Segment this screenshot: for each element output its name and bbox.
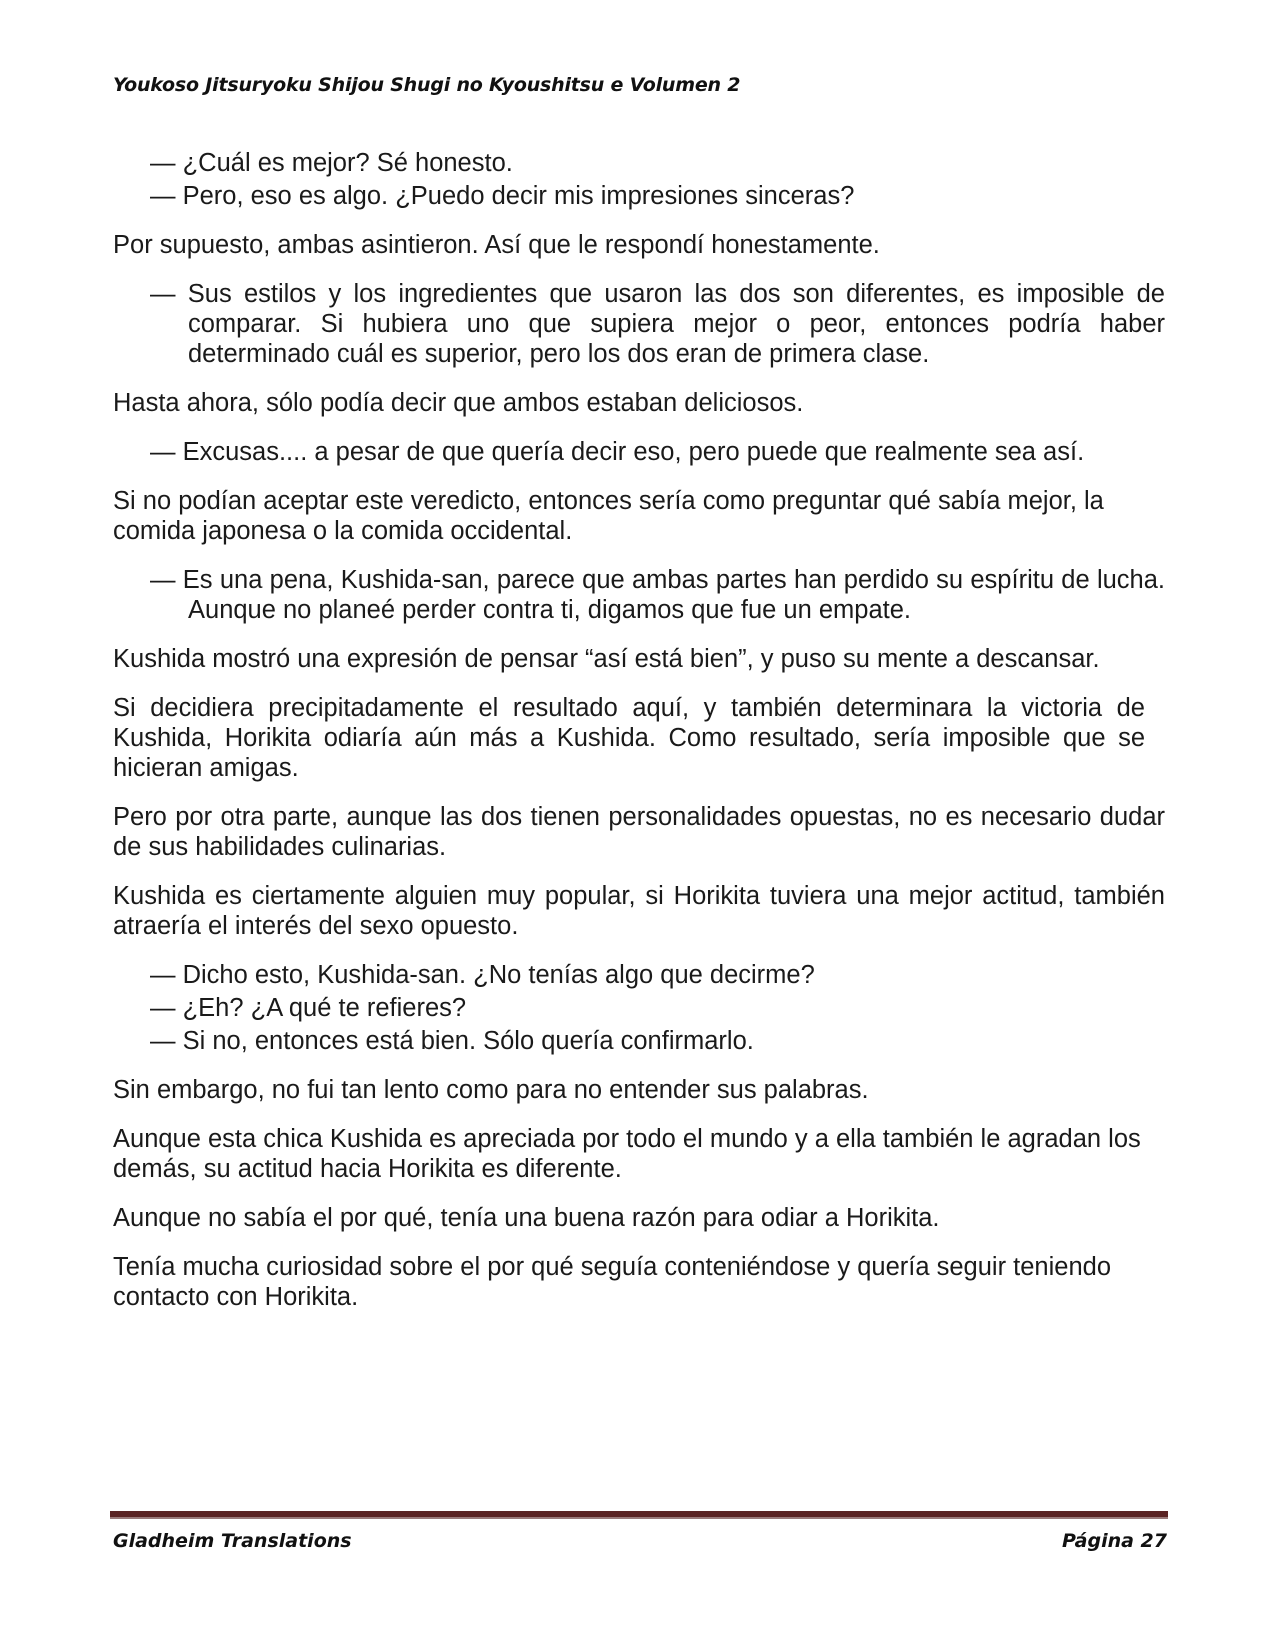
dialogue-group xyxy=(113,960,1165,1056)
dialogue-line: — ¿Cuál es mejor? Sé honesto. xyxy=(150,149,513,177)
paragraph: Aunque esta chica Kushida es apreciada por todo el mundo y a ella también le agradan los demás, su actitud hacia Horikita es diferente. xyxy=(113,1125,1141,1183)
paragraph: Sin embargo, no fui tan lento como para no entender sus palabras. xyxy=(113,1076,869,1104)
dialogue-line: — Es una pena, Kushida-san, parece que ambas partes han perdido su espíritu de lucha. Aunque no planeé perder contra ti, digamos que fue un empate. xyxy=(150,566,1165,624)
paragraph: Por supuesto, ambas asintieron. Así que le respondí honestamente. xyxy=(113,231,880,259)
dialogue-group xyxy=(113,565,1165,625)
paragraph: Tenía mucha curiosidad sobre el por qué seguía conteniéndose y quería seguir teniendo contacto con Horikita. xyxy=(113,1253,1111,1311)
paragraph: Si no podían aceptar este veredicto, entonces sería como preguntar qué sabía mejor, la comida japonesa o la comida occidental. xyxy=(113,487,1104,545)
dialogue-line: — Sus estilos y los ingredientes que usaron las dos son diferentes, es imposible de comparar. Si hubiera uno que supiera mejor o peor, entonces podría haber determinado cuál es superior, pero los dos eran de primera clase. xyxy=(150,280,1165,368)
paragraph: Kushida mostró una expresión de pensar “así está bien”, y puso su mente a descansar. xyxy=(113,645,1100,673)
dialogue-line: — Excusas.... a pesar de que quería decir eso, pero puede que realmente sea así. xyxy=(150,438,1085,466)
paragraph: Kushida es ciertamente alguien muy popular, si Horikita tuviera una mejor actitud, también atraería el interés del sexo opuesto. xyxy=(113,882,1165,940)
page-header-title: Youkoso Jitsuryoku Shijou Shugi no Kyoushitsu e Volumen 2 xyxy=(113,74,741,96)
footer-publisher: Gladheim Translations xyxy=(113,1530,352,1552)
dialogue-line: — Pero, eso es algo. ¿Puedo decir mis impresiones sinceras? xyxy=(150,182,855,210)
dialogue-group xyxy=(113,148,1165,211)
paragraph: Si decidiera precipitadamente el resultado aquí, y también determinara la victoria de Kushida, Horikita odiaría aún más a Kushida. Como resultado, sería imposible que se hicieran amigas. xyxy=(113,694,1145,782)
paragraph: Hasta ahora, sólo podía decir que ambos estaban deliciosos. xyxy=(113,389,804,417)
document-body xyxy=(113,148,1165,1331)
dialogue-line: — Si no, entonces está bien. Sólo quería confirmarlo. xyxy=(150,1027,754,1055)
footer-divider xyxy=(110,1511,1168,1519)
paragraph: Aunque no sabía el por qué, tenía una buena razón para odiar a Horikita. xyxy=(113,1204,940,1232)
footer-page-number: Página 27 xyxy=(1061,1530,1167,1552)
dialogue-group xyxy=(113,279,1165,369)
dialogue-line: — Dicho esto, Kushida-san. ¿No tenías algo que decirme? xyxy=(150,961,815,989)
paragraph: Pero por otra parte, aunque las dos tienen personalidades opuestas, no es necesario dudar de sus habilidades culinarias. xyxy=(113,803,1165,861)
dialogue-line: — ¿Eh? ¿A qué te refieres? xyxy=(150,994,467,1022)
dialogue-group xyxy=(113,437,1165,467)
